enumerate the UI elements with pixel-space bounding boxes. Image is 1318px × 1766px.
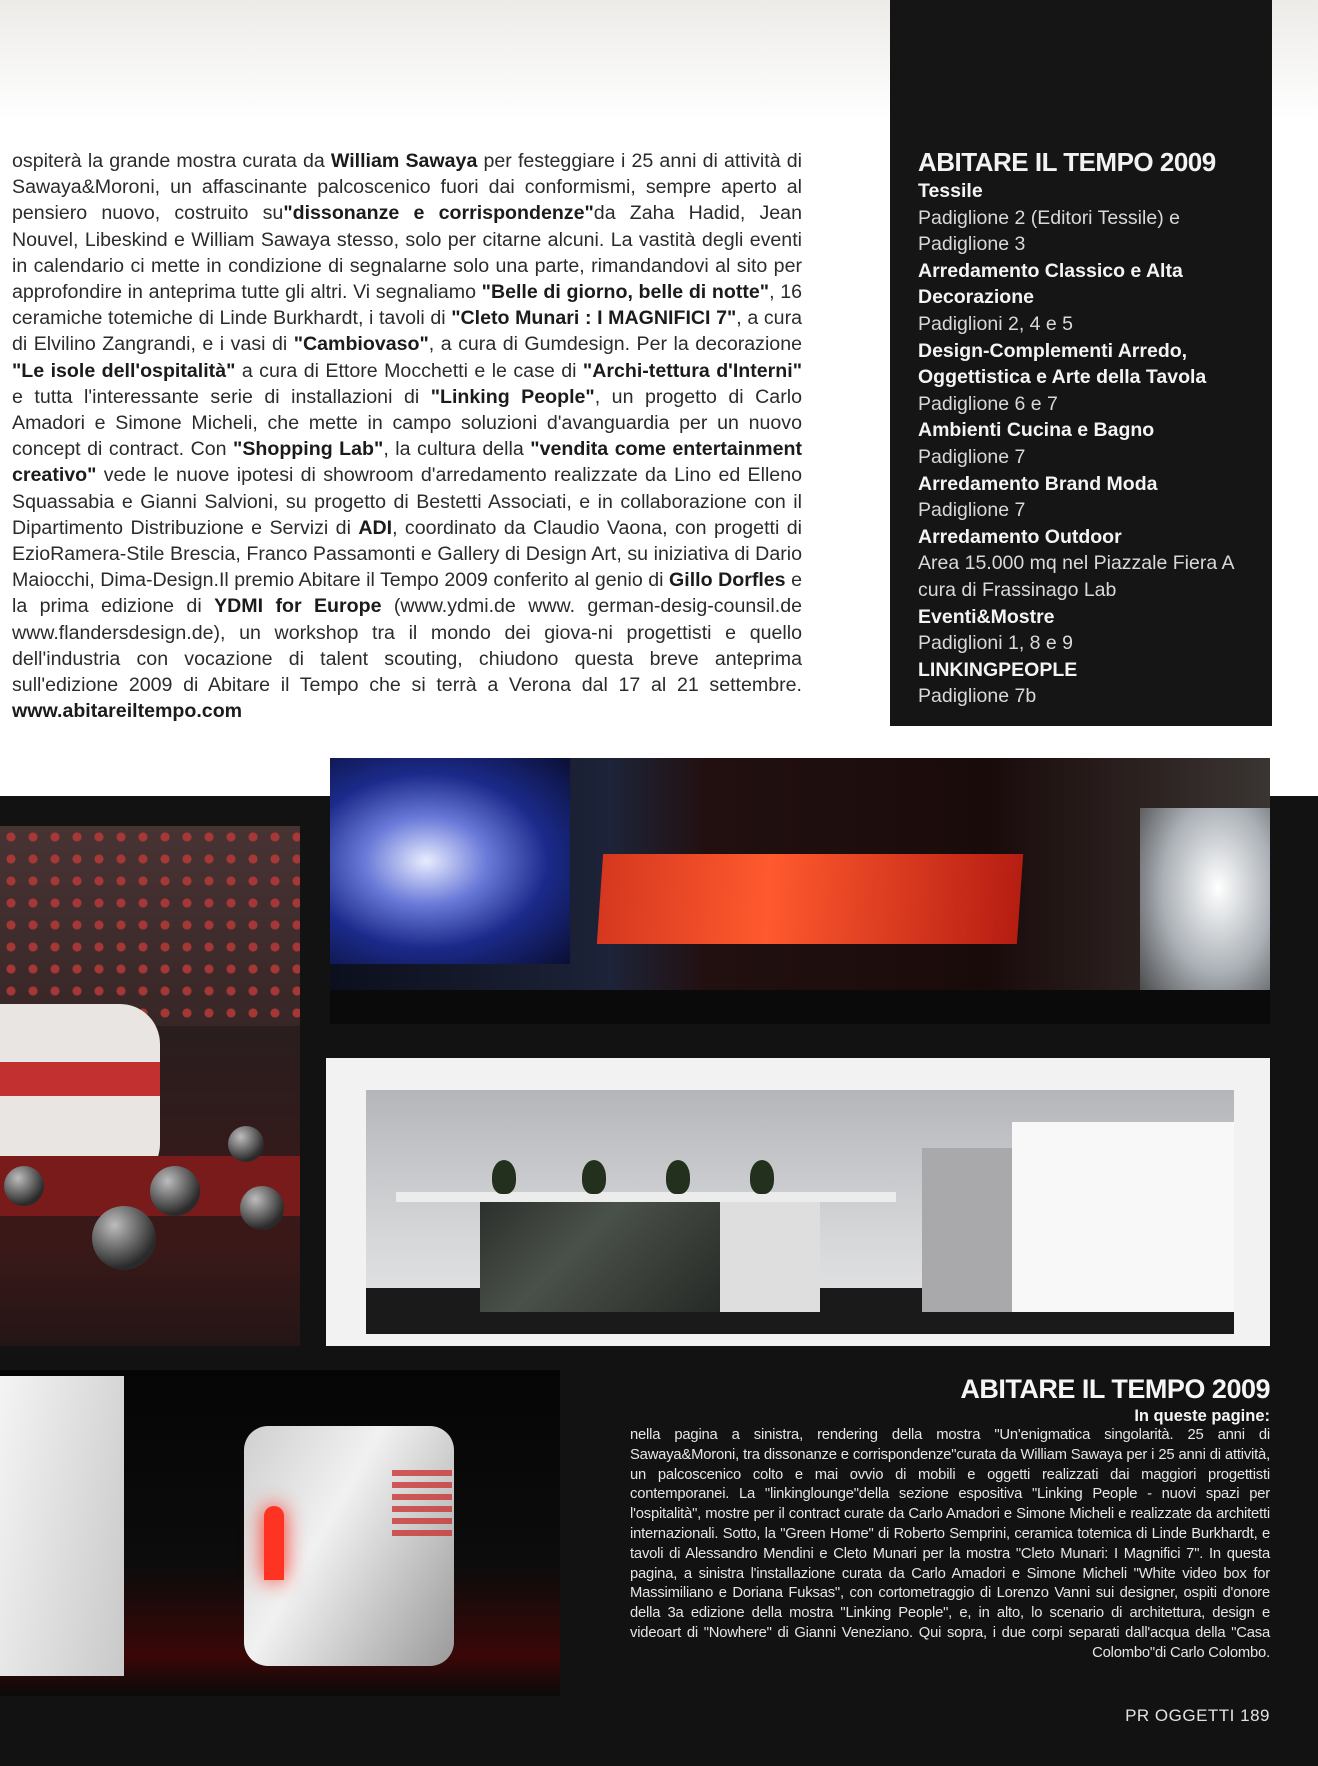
article-highlight: "Le isole dell'ospitalità" (12, 359, 236, 382)
lounge-sphere (240, 1186, 284, 1230)
sidebar-entry-heading: Arredamento Outdoor (918, 525, 1122, 548)
article-text: vede le nuove ipotesi di showroom d'arredamento realizzate da Lino ed Elleno Squassabia e Gianni Salvioni, su progetto di Bestetti Associati, e in collaborazione con il Dipartimento Distribuzione e Servizi di (12, 464, 802, 539)
photo-caption (630, 1372, 1270, 1664)
sidebar-entry-location: Padiglione 7 (918, 445, 1026, 468)
sidebar-entry (918, 338, 1258, 418)
article-text: , a cura di Gumdesign. Per la decorazione (428, 333, 802, 356)
lounge-sphere (92, 1206, 156, 1270)
article-highlight: ADI (358, 516, 393, 539)
article-text: , coordinato da Claudio Vaona, con progetti di EzioRamera-Stile Brescia, Franco Passamonti e Gallery di Design Art, su iniziativa di Dario Maiocchi, Dima-Design.Il premio Abitare il Tempo 2009 conferito al genio di (12, 516, 802, 592)
article-text: (www.ydmi.de www. german-desig-counsil.de www.flandersdesign.de), un workshop tra il mondo dei giova-ni progettisti e quello dell'industria con vocazione di talent scouting, chiudono questa breve anteprima sull'edizione 2009 di Abitare il Tempo che si terrà a Verona dal 17 al 21 settembre. (12, 595, 802, 697)
article-highlight: "dissonanze e corrispondenze" (283, 202, 594, 225)
lounge-sphere (228, 1126, 264, 1162)
projection-red-screen (597, 854, 1023, 944)
article-text: , a cura di Elvilino Zangrandi, e i vasi di (12, 307, 802, 356)
render-white-volume (1012, 1122, 1234, 1312)
linkinglounge-photo (0, 826, 300, 1346)
article-highlight: "Archi-tettura d'Interni" (582, 359, 802, 382)
article-text: , la cultura della (383, 438, 531, 461)
sidebar-entry (918, 524, 1258, 604)
cube-left-panel (0, 1376, 124, 1676)
video-box-door (264, 1506, 284, 1580)
sidebar-entry-location: Padiglioni 1, 8 e 9 (918, 632, 1074, 655)
lounge-sphere (150, 1166, 200, 1216)
sidebar-entry-heading: LINKINGPEOPLE (918, 658, 1078, 681)
sidebar-entry (918, 657, 1258, 710)
article-text: a cura di Ettore Mocchetti e le case di (235, 359, 583, 382)
article-highlight: Gillo Dorfles (669, 569, 786, 592)
projection-water (330, 758, 570, 964)
caption-subtitle: In queste pagine: (1134, 1407, 1270, 1425)
article-highlight: "Linking People" (430, 385, 595, 408)
sidebar-entry-heading: Arredamento Classico e Alta Decorazione (918, 259, 1183, 309)
article-text: e la prima edizione di (12, 569, 802, 618)
sidebar-entry-location: Padiglione 2 (Editori Tessile) e Padiglione 3 (918, 206, 1180, 256)
lounge-red-stripe (0, 1062, 160, 1096)
render-side-volume (922, 1148, 1012, 1312)
caption-body: nella pagina a sinistra, rendering della mostra "Un'enigmatica singolarità. 25 anni di Sawaya&Moroni, tra dissonanze e corrispondenze"curata da William Sawaya per i 25 anni di attività, un palcoscenico colto e mai ovvio di mobili e oggetti realizzati dai maggiori progettisti contemporanei. La "linkinglounge"della sezione espositiva "Linking People - nuovi spazi per l'ospitalità", mostre per il contract curate da Carlo Amadori e Simone Micheli e realizzate da architetti internazionali. Sotto, la "Green Home" di Roberto Semprini, ceramica totemica di Linde Burkhardt, e tavoli di Alessandro Mendini e Cleto Munari per la mostra "Cleto Munari: I Magnifici 7". In questa pagina, a sinistra l'installazione curata da Carlo Amadori e Simone Micheli "White video box for Massimiliano e Doriana Fuksas", con cortometraggio di Lorenzo Vanni sui designer, ospiti d'onore della 3a edizione della mostra "Linking People", e, in alto, lo scenario di architettura, design e videoart di "Nowhere" di Gianni Veneziano. Qui sopra, i due corpi separati dall'acqua della "Casa Colombo"di Carlo Colombo. (630, 1427, 1270, 1661)
article-highlight: www.abitareiltempo.com (12, 700, 243, 723)
article-highlight: "Cambiovaso" (293, 333, 429, 356)
article-text: , un progetto di Carlo Amadori e Simone Micheli, che mette in campo soluzioni d'avanguardia per un nuovo concept di contract. Con (12, 385, 802, 461)
page-folio: PR OGGETTI 189 (1125, 1706, 1270, 1725)
lounge-wall-pattern (0, 826, 300, 1026)
render-tree (582, 1160, 606, 1194)
sidebar-title: ABITARE IL TEMPO 2009 (918, 147, 1216, 177)
info-sidebar (890, 0, 1272, 726)
render-roof-slab (396, 1192, 896, 1202)
lounge-sphere (4, 1166, 44, 1206)
sidebar-entry-heading: Design-Complementi Arredo, Oggettistica e Arte della Tavola (918, 339, 1207, 389)
projection-cloud-panel (1140, 808, 1270, 1008)
article-text: ospiterà la grande mostra curata da (12, 150, 331, 172)
article-highlight: "vendita come entertainment creativo" (12, 438, 802, 487)
article-highlight: "Cleto Munari : I MAGNIFICI 7" (451, 307, 737, 330)
sidebar-entry (918, 258, 1258, 338)
article-text: , 16 ceramiche totemiche di Linde Burkhardt, i tavoli di (12, 281, 802, 330)
render-tree (666, 1160, 690, 1194)
render-tree (750, 1160, 774, 1194)
sidebar-entry-heading: Eventi&Mostre (918, 605, 1055, 628)
sidebar-entry-location: Padiglione 7 (918, 499, 1026, 522)
article-body (12, 148, 802, 724)
sidebar-entry-heading: Arredamento Brand Moda (918, 472, 1158, 495)
sidebar-entry-heading: Tessile (918, 180, 983, 202)
article-highlight: "Belle di giorno, belle di notte" (481, 281, 770, 304)
projection-floor (330, 990, 1270, 1024)
nowhere-videoart-photo (330, 758, 1270, 1024)
sidebar-entry (918, 417, 1258, 470)
sidebar-entry-heading: Ambienti Cucina e Bagno (918, 419, 1155, 442)
render-white-wall (720, 1202, 820, 1312)
sidebar-entries (918, 178, 1258, 710)
article-text: da Zaha Hadid, Jean Nouvel, Libeskind e William Sawaya stesso, solo per citarne alcuni. La vastità degli eventi in calendario ci mette in condizione di segnalarne solo una parte, rimandandovi al sito per approfondire in anteprima tutte gli altri. Vi segnaliamo (12, 202, 802, 304)
sidebar-entry-location: Padiglione 6 e 7 (918, 392, 1058, 415)
article-text: per festeggiare i 25 anni di attività di Sawaya&Moroni, un affascinante palcoscenico fuori dai conformismi, sempre aperto al pensiero nuovo, costruito su (12, 150, 803, 225)
article-text: e tutta l'interessante serie di installazioni di (12, 385, 431, 408)
article-highlight: YDMI for Europe (214, 595, 382, 618)
sidebar-entry (918, 471, 1258, 524)
white-video-box-photo (0, 1370, 560, 1696)
sidebar-entry-location: Padiglione 7b (918, 685, 1037, 708)
video-box-lettering (392, 1470, 452, 1540)
render-marble-volume (480, 1202, 720, 1312)
sidebar-entry (918, 178, 1258, 258)
article-highlight: "Shopping Lab" (233, 438, 384, 461)
sidebar-entry (918, 604, 1258, 657)
caption-title: ABITARE IL TEMPO 2009 (960, 1374, 1270, 1404)
sidebar-entry-location: Area 15.000 mq nel Piazzale Fiera A cura di Frassinago Lab (918, 552, 1234, 601)
render-tree (492, 1160, 516, 1194)
sidebar-entry-location: Padiglioni 2, 4 e 5 (918, 312, 1074, 335)
article-highlight: William Sawaya (330, 150, 478, 172)
casa-colombo-render (326, 1058, 1270, 1346)
